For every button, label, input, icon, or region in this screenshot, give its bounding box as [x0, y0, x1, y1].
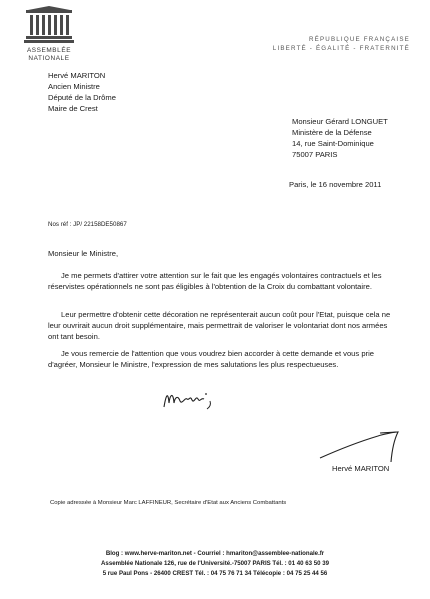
- sender-title: Député de la Drôme: [48, 93, 116, 102]
- footer-line: Assemblée Nationale 126, rue de l'Université.-75007 PARIS Tél. : 01 40 63 50 39: [101, 560, 329, 567]
- sender-name: Hervé MARITON: [48, 71, 106, 80]
- paragraph-3: Je vous remercie de l'attention que vous voudrez bien accorder à cette demande et vous prie d'agréer, Monsieur le Ministre, l'expression de mes salutations les plus respectueuses.: [48, 349, 374, 369]
- footer-line: 5 rue Paul Pons - 26400 CREST Tél. : 04 75 76 71 34 Télécopie : 04 75 25 44 56: [102, 570, 328, 577]
- republic-heading: RÉPUBLIQUE FRANÇAISE: [308, 36, 410, 43]
- footer-line: Blog : www.herve-mariton.net - Courriel : hmariton@assemblee-nationale.fr: [105, 550, 325, 557]
- sender-block: [48, 70, 116, 114]
- logo-text-line2: NATIONALE: [28, 55, 70, 62]
- assemblee-nationale-logo: [22, 6, 76, 46]
- sender-title: Ancien Ministre: [48, 82, 100, 91]
- sender-title: Maire de Crest: [48, 104, 98, 113]
- recipient-block: [292, 116, 388, 160]
- recipient-name: Monsieur Gérard LONGUET: [292, 117, 388, 126]
- salutation: Monsieur le Ministre,: [48, 249, 119, 258]
- republic-motto: LIBERTÉ - ÉGALITÉ - FRATERNITÉ: [272, 45, 410, 52]
- logo-text-line1: ASSEMBLÉE: [26, 47, 72, 54]
- copy-line: Copie adressée à Monsieur Marc LAFFINEUR, Secrétaire d'Etat aux Anciens Combattants: [50, 500, 287, 506]
- reference-number: Nos réf : JP/ 22158DE50867: [48, 221, 127, 228]
- letter-date: Paris, le 16 novembre 2011: [289, 180, 382, 189]
- recipient-city: 75007 PARIS: [292, 150, 338, 159]
- recipient-org: Ministère de la Défense: [292, 128, 372, 137]
- paragraph-1: Je me permets d'attirer votre attention sur le fait que les engagés volontaires contractuels et les réservistes opérationnels ne sont pas éligibles à l'obtention de la Croix du combattant volontaire.: [48, 271, 382, 291]
- signature: [318, 428, 408, 464]
- handwritten-merci: [160, 385, 220, 413]
- signature-name: Hervé MARITON: [332, 464, 390, 473]
- recipient-street: 14, rue Saint-Dominique: [292, 139, 374, 148]
- paragraph-2: Leur permettre d'obtenir cette décoration ne représenterait aucun coût pour l'Etat, puisque cela ne leur ouvrirait aucun droit supplémentaire, mais permettrait de valoriser le volontariat dont nos armées ont tant besoin.: [48, 310, 391, 341]
